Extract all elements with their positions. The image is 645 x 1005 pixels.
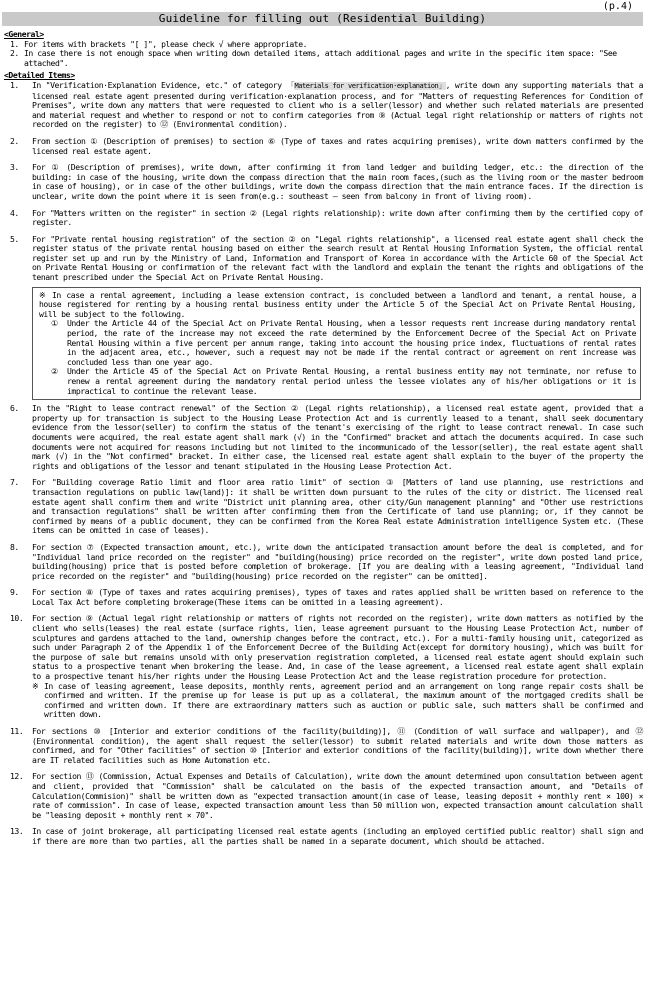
item-number: 13. bbox=[10, 826, 24, 837]
item-text: For section ⑦ (Expected transaction amount, etc.), write down the anticipated transaction amount before the deal is completed, and for "Individual land price recorded on the register" and "building(housing) price recorded on the register", write down posted land price, building(housing) price that is posted before completion of brokerage. [If you are dealing with a leasing agreement, "Individual land price recorded on the register" and "building(housing) price recorded on the register" can be omitted]. bbox=[32, 541, 643, 581]
item-number: 2. bbox=[10, 48, 19, 59]
item-text: In case of joint brokerage, all participating licensed real estate agents (including an employed certified public realtor) shall sign and if there are more than two parties, all the parties shall be named in a separate document, which should be attached. bbox=[32, 826, 643, 846]
detailed-item bbox=[10, 163, 643, 201]
lease-note: ※ In case of leasing agreement, lease deposits, monthly rents, agreement period and an arrangement on long range repair costs shall be confirmed and written. If the premise up for lease is put up as a collateral, the maximum amount of the mortgaged credits shall be confirmed and written down. If there are extraordinary matters such as auction or public sale, such matters shall be confirmed and written down. bbox=[32, 680, 643, 720]
detailed-item bbox=[10, 588, 643, 607]
detailed-item bbox=[10, 614, 643, 681]
detailed-item bbox=[10, 478, 643, 536]
item-text: In "Verification·Explanation Evidence, etc." of category 「Materials for verification·explanation」, write down any supporting materials that a licensed real estate agent presented during verification·explanation process, and for "Matters of requesting References for Condition of Premises", write down any matters that were requested to client who is a seller(lessor) and whether such related materials are presented and material request and whether to respond or not to confirm categories from ⑨ (Actual legal right relationship or matters of rights not recorded on the register) to ⑫ (Environmental condition). bbox=[32, 79, 643, 130]
item-number: 1. bbox=[10, 38, 19, 49]
notice-subitem: ① Under the Article 44 of the Special Act on Private Rental Housing, when a lessor requests rent increase during mandatory rental period, the rate of the increase may not exceed the rate determined by the Enforcement Decree of the Special Act on Private Rental Housing within a five percent per annum range, taking into account the housing price index, fluctuations of rental rates in the adjacent area, etc., however, such a request may not be made if the rental contract or agreement on rent increase was concluded less than one year ago. bbox=[51, 318, 636, 367]
detailed-item bbox=[10, 827, 643, 846]
detailed-heading: <Detailed Items> bbox=[4, 70, 75, 81]
item-number: 8. bbox=[10, 541, 19, 552]
highlighted-category: Materials for verification·explanation」 bbox=[294, 81, 446, 90]
item-number: 6. bbox=[10, 403, 19, 414]
detailed-item bbox=[10, 137, 643, 156]
item-text: For items with brackets "[ ]", please check √ where appropriate. bbox=[24, 38, 308, 49]
item-text: In the "Right to lease contract renewal" of the Section ② (Legal rights relationship), a licensed real estate agent, provided that a property up for transaction is subject to the Housing Lease Protection Act and is currently leased to a tenant, shall seek documentary evidence from the lessor(seller) to confirm the status of the tenant's exercising of the right to lease contract renewal. In case such documents were acquired, the real estate agent shall mark (√) in the "Confirmed" bracket and attach the documents acquired. In case such documents were not acquired for reasons including but not limited to the incommunicado of the lessor(seller), the real estate agent shall mark (√) in the "Not confirmed" bracket. In either case, the licensed real estate agent shall explain to the buyer of the property the rights and obligations of the lessor and tenant stipulated in the Housing Lease Protection Act. bbox=[32, 403, 643, 471]
item-text: For "Private rental housing registration" of the section ② on "Legal rights relationship", a licensed real estate agent shall check the register status of the private rental housing based on either the search result at Rental Housing Information System, the official rental register set up and run by the Ministry of Land, Information and Transport of Korea in accordance with the Article 60 of the Special Act on Private Rental Housing or confirmation of the relevant fact with the landlord and explain the tenant the rights and obligations of the tenant prescribed under the Special Act on Private Rental Housing. bbox=[32, 233, 643, 283]
item-number: 11. bbox=[10, 726, 24, 736]
item-text: In case there is not enough space when writing down detailed items, attach additional pages and write in the specific item space: "See attached". bbox=[24, 48, 617, 68]
general-item bbox=[10, 49, 643, 68]
item-number: 12. bbox=[10, 771, 24, 782]
item-number: 4. bbox=[10, 207, 19, 218]
item-number: 3. bbox=[10, 162, 19, 173]
detailed-item bbox=[10, 209, 643, 228]
item-number: 2. bbox=[10, 135, 19, 146]
guideline-content bbox=[4, 30, 643, 847]
detailed-item bbox=[10, 772, 643, 820]
item-number: 5. bbox=[10, 233, 19, 244]
item-text: For section ⑬ (Commission, Actual Expenses and Details of Calculation), write down the amount determined upon consultation between agent and client, provided that "Commission" shall be calculated on the basis of the expected transaction amount, and "Details of Calculation(Commision)" shall be written down as "expected transaction amount(in case of lease, leasing deposit + monthly rent × 100) × rate of commission". In case of lease, expected transaction amount less than 50 million won, expected transaction amount calculation shall be "leasing deposit + monthly rent × 70". bbox=[32, 771, 643, 820]
item-number: 7. bbox=[10, 477, 19, 488]
notice-intro: ※ In case a rental agreement, including a lease extension contract, is concluded between a landlord and tenant, a rental house, a house registered for renting by a housing rental business entity under the Article 5 of the Special Act on Private Rental Housing, will be subject to the following. bbox=[39, 289, 636, 319]
item-text: For sections ⑩ [Interior and exterior conditions of the facility(building)], ⑪ (Condition of wall surface and wallpaper), and ⑫ (Environmental condition), the agent shall request the seller(lessor) to submit related materials and write down those matters as confirmed, and for "Other facilities" of section ⑩ [Interior and exterior conditions of the facility(building)], write down whether there are IT related facilities such as Home Automation etc. bbox=[32, 726, 643, 765]
item-text: For "Building coverage Ratio limit and floor area ratio limit" of section ③ [Matters of land use planning, use restrictions and transaction regulations on public law(land)]: it shall be written down pursuant to the rules of the city or district. The licensed real estate agent shall confirm them and write "District unit planning area, other city/Gun management planning" and "Other use restrictions and transaction regulations" shall be written after confirming them from the Certificate of land use planning; or, if they cannot be confirmed by means of a public document, they can be confirmed from the Korea Real estate Administration intelligence System etc. (These items can be omitted in case of leases). bbox=[32, 477, 643, 536]
item-number: 9. bbox=[10, 587, 19, 598]
item-text: For ① (Description of premises), write down, after confirming it from land ledger and building ledger, etc.: the direction of the building: in case of the housing, write down the compass direction that the main room faces,(such as the living room or the master bedroom in case of housing), or in case of the other buildings, write down the compass direction that the main entrance faces. If the direction is unclear, write down the point where it is seen from(e.g.: southeast — seen from balcony in front of living room). bbox=[32, 162, 643, 201]
item-text: For section ⑧ (Type of taxes and rates acquiring premises), types of taxes and rates applied shall be written based on reference to the Local Tax Act before completing brokerage(These items can be omitted in a leasing agreement). bbox=[32, 587, 643, 607]
item-text: For "Matters written on the register" in section ② (Legal rights relationship): write down after confirming them by the certified copy of register. bbox=[32, 207, 643, 228]
notice-subitem: ② Under the Article 45 of the Special Act on Private Rental Housing, a rental business entity may not terminate, nor refuse to renew a rental agreement during the mandatory rental period unless the lessee violates any of his/her obligations or it is impractical to continue the relevant lease. bbox=[51, 366, 636, 396]
item-text: For section ⑨ (Actual legal right relationship or matters of rights not recorded on the register), write down matters as notified by the client who sells(leases) the real estate (surface rights, lien, lease agreement pursuant to the Housing Lease Protection Act, number of sculptures and gardens attached to the land, ownership changes before the contract, etc.). For a multi-family housing unit, categorized as such under Paragraph 2 of the Appendix 1 of the Enforcement Decree of the Building Act(except for dormitory housing), which was built for the purpose of sale but remains unsold with only preservation registration completed, a licensed real estate agent should explain such status to a prospective tenant when brokering the lease. And, in case of the lease agreement, a licensed real estate agent shall explain to a prospective tenant his/her rights under the Housing Lease Protection Act and the lease registration procedure for protection. bbox=[32, 613, 643, 682]
general-heading: <General> bbox=[4, 29, 44, 39]
detailed-item bbox=[10, 727, 643, 765]
page-number: (p.4) bbox=[602, 1, 633, 12]
detailed-item bbox=[10, 543, 643, 581]
detailed-item bbox=[10, 235, 643, 283]
item-number: 10. bbox=[10, 613, 24, 624]
detailed-item bbox=[10, 81, 643, 130]
detailed-item bbox=[10, 404, 643, 471]
document-title: Guideline for filling out (Residential Building) bbox=[2, 12, 643, 26]
item-text: From section ① (Description of premises) to section ⑥ (Type of taxes and rates acquiring premises), write down matters confirmed by the licensed real estate agent. bbox=[32, 135, 643, 156]
rental-housing-notice-box bbox=[32, 287, 641, 401]
item-number: 1. bbox=[10, 79, 19, 90]
